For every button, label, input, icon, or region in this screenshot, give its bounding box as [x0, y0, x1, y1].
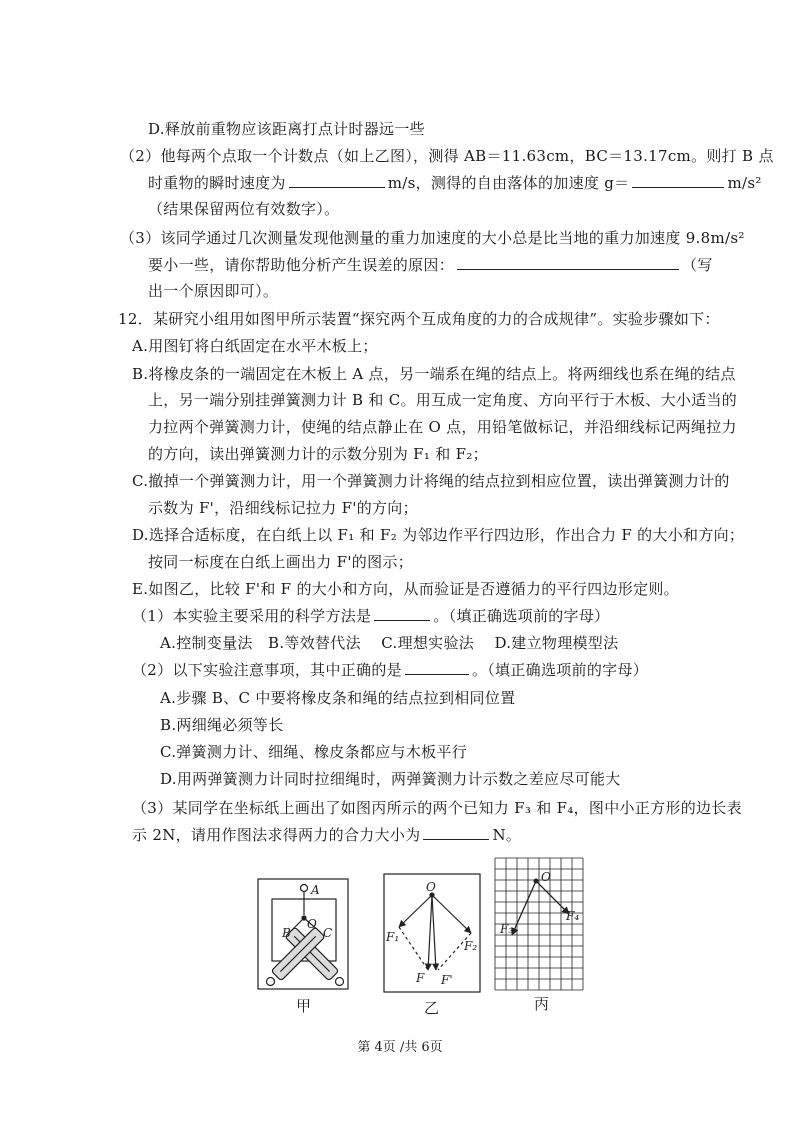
bing-label-f4: F₄: [566, 909, 580, 923]
q12-step-b-line3: 力拉两个弹簧测力计，使绳的结点静止在 O 点，用铅笔做标记，并沿细线标记两绳拉力: [148, 418, 737, 436]
q12-sub2-option-c: C.弹簧测力计、细绳、橡皮条都应与木板平行: [160, 743, 468, 761]
q12-sub1-text-b: 。（填正确选项前的字母）: [433, 607, 610, 625]
jia-label-b: B: [282, 926, 291, 940]
bing-label-f3: F₃: [500, 922, 514, 936]
jia-label-o: O: [307, 917, 317, 931]
yi-label-fprime: F': [441, 973, 453, 987]
bing-vector-f3: [512, 881, 536, 935]
yi-vector-f: [428, 895, 432, 970]
q11-part2-line3: （结果保留两位有效数字）。: [148, 200, 340, 218]
figure-jia-caption: 甲: [296, 997, 312, 1015]
yi-label-f2: F₂: [464, 939, 478, 953]
yi-label-f: F: [416, 971, 425, 985]
q11-part2-text-a: 时重物的瞬时速度为: [148, 174, 286, 192]
q12-step-c-line2: 示数为 F'，沿细线标记拉力 F'的方向；: [148, 499, 418, 517]
yi-vector-f1: [399, 895, 432, 927]
q11-part2-text-c: m/s²: [727, 174, 762, 192]
figure-bing-caption: 丙: [534, 995, 550, 1013]
figure-yi: [384, 874, 480, 992]
q12-sub2-option-b: B.两细绳必须等长: [160, 716, 284, 734]
yi-vector-f2: [432, 895, 471, 933]
bing-label-o: O: [541, 870, 551, 884]
q12-sub3-text-b: N。: [492, 826, 522, 844]
q12-step-c-line1: C.撤掉一个弹簧测力计，用一个弹簧测力计将绳的结点拉到相应位置，读出弹簧测力计的: [132, 472, 730, 490]
q12-step-b-line1: B.将橡皮条的一端固定在木板上 A 点，另一端系在绳的结点上。将两细线也系在绳的结点: [132, 365, 736, 383]
figure-bing: [495, 858, 583, 990]
q11-part2-line1: （2）他每两个点取一个计数点（如上乙图），测得 AB＝11.63cm，BC＝13.17cm。则打 B 点: [120, 147, 774, 165]
q12-step-e: E.如图乙，比较 F'和 F 的大小和方向，从而验证是否遵循力的平行四边形定则。: [132, 580, 679, 598]
q12-step-d-line1: D.选择合适标度，在白纸上以 F₁ 和 F₂ 为邻边作平行四边形，作出合力 F 的大小和方向；: [132, 526, 745, 544]
figure-jia: [258, 879, 348, 989]
yi-vector-fprime: [432, 895, 436, 970]
q12-sub3-text-a: 示 2N，请用作图法求得两力的合力大小为: [132, 826, 421, 844]
q12-step-a: A.用图钉将白纸固定在水平木板上；: [132, 337, 378, 355]
bing-vector-f4: [536, 881, 569, 914]
jia-label-c: C: [323, 926, 333, 940]
q12-sub2-text-b: 。（填正确选项前的字母）: [471, 661, 649, 679]
q12-stem: 12．某研究小组用如图甲所示装置“探究两个互成角度的力的合成规律”。实验步骤如下：: [118, 310, 720, 328]
q12-step-b-line4: 的方向，读出弹簧测力计的示数分别为 F₁ 和 F₂；: [148, 445, 488, 463]
q11-part3-text-a: 要小一些，请你帮助他分析产生误差的原因：: [148, 256, 455, 274]
figure-yi-caption: 乙: [424, 999, 440, 1017]
q12-sub2-text-a: （2）以下实验注意事项，其中正确的是: [132, 661, 402, 679]
q12-sub1-options: A.控制变量法 B.等效替代法 C.理想实验法 D.建立物理模型法: [160, 634, 619, 652]
yi-label-o: O: [426, 880, 436, 894]
q11-part2-text-b: m/s，测得的自由落体的加速度 g＝: [387, 174, 630, 192]
q11-part3-text-b: （写: [682, 256, 713, 274]
jia-label-a: A: [311, 883, 320, 897]
yi-label-f1: F₁: [386, 930, 400, 944]
q11-option-d: D.释放前重物应该距离打点计时器远一些: [148, 120, 425, 138]
jia-pin-a: [301, 885, 308, 892]
q11-part3-line3: 出一个原因即可）。: [148, 282, 279, 300]
q12-step-b-line2: 上，另一端分别挂弹簧测力计 B 和 C。用互成一定角度、方向平行于木板、大小适当的: [148, 391, 738, 409]
q12-sub1-text-a: （1）本实验主要采用的科学方法是: [132, 607, 372, 625]
q12-step-d-line2: 按同一标度在白纸上画出力 F'的图示；: [148, 553, 414, 571]
q12-sub2-option-d: D.用两弹簧测力计同时拉细绳时，两弹簧测力计示数之差应尽可能大: [160, 770, 621, 788]
page-footer: 第 4页 /共 6页: [357, 1040, 443, 1055]
q12-sub2-option-a: A.步骤 B、C 中要将橡皮条和绳的结点拉到相同位置: [160, 689, 516, 707]
yi-dash-left: [399, 927, 428, 970]
q12-sub3-line1: （3）某同学在坐标纸上画出了如图丙所示的两个已知力 F₃ 和 F₄，图中小正方形的边长表: [132, 799, 742, 817]
q11-part3-line1: （3）该同学通过几次测量发现他测量的重力加速度的大小总是比当地的重力加速度 9.8m/s²: [120, 229, 745, 247]
